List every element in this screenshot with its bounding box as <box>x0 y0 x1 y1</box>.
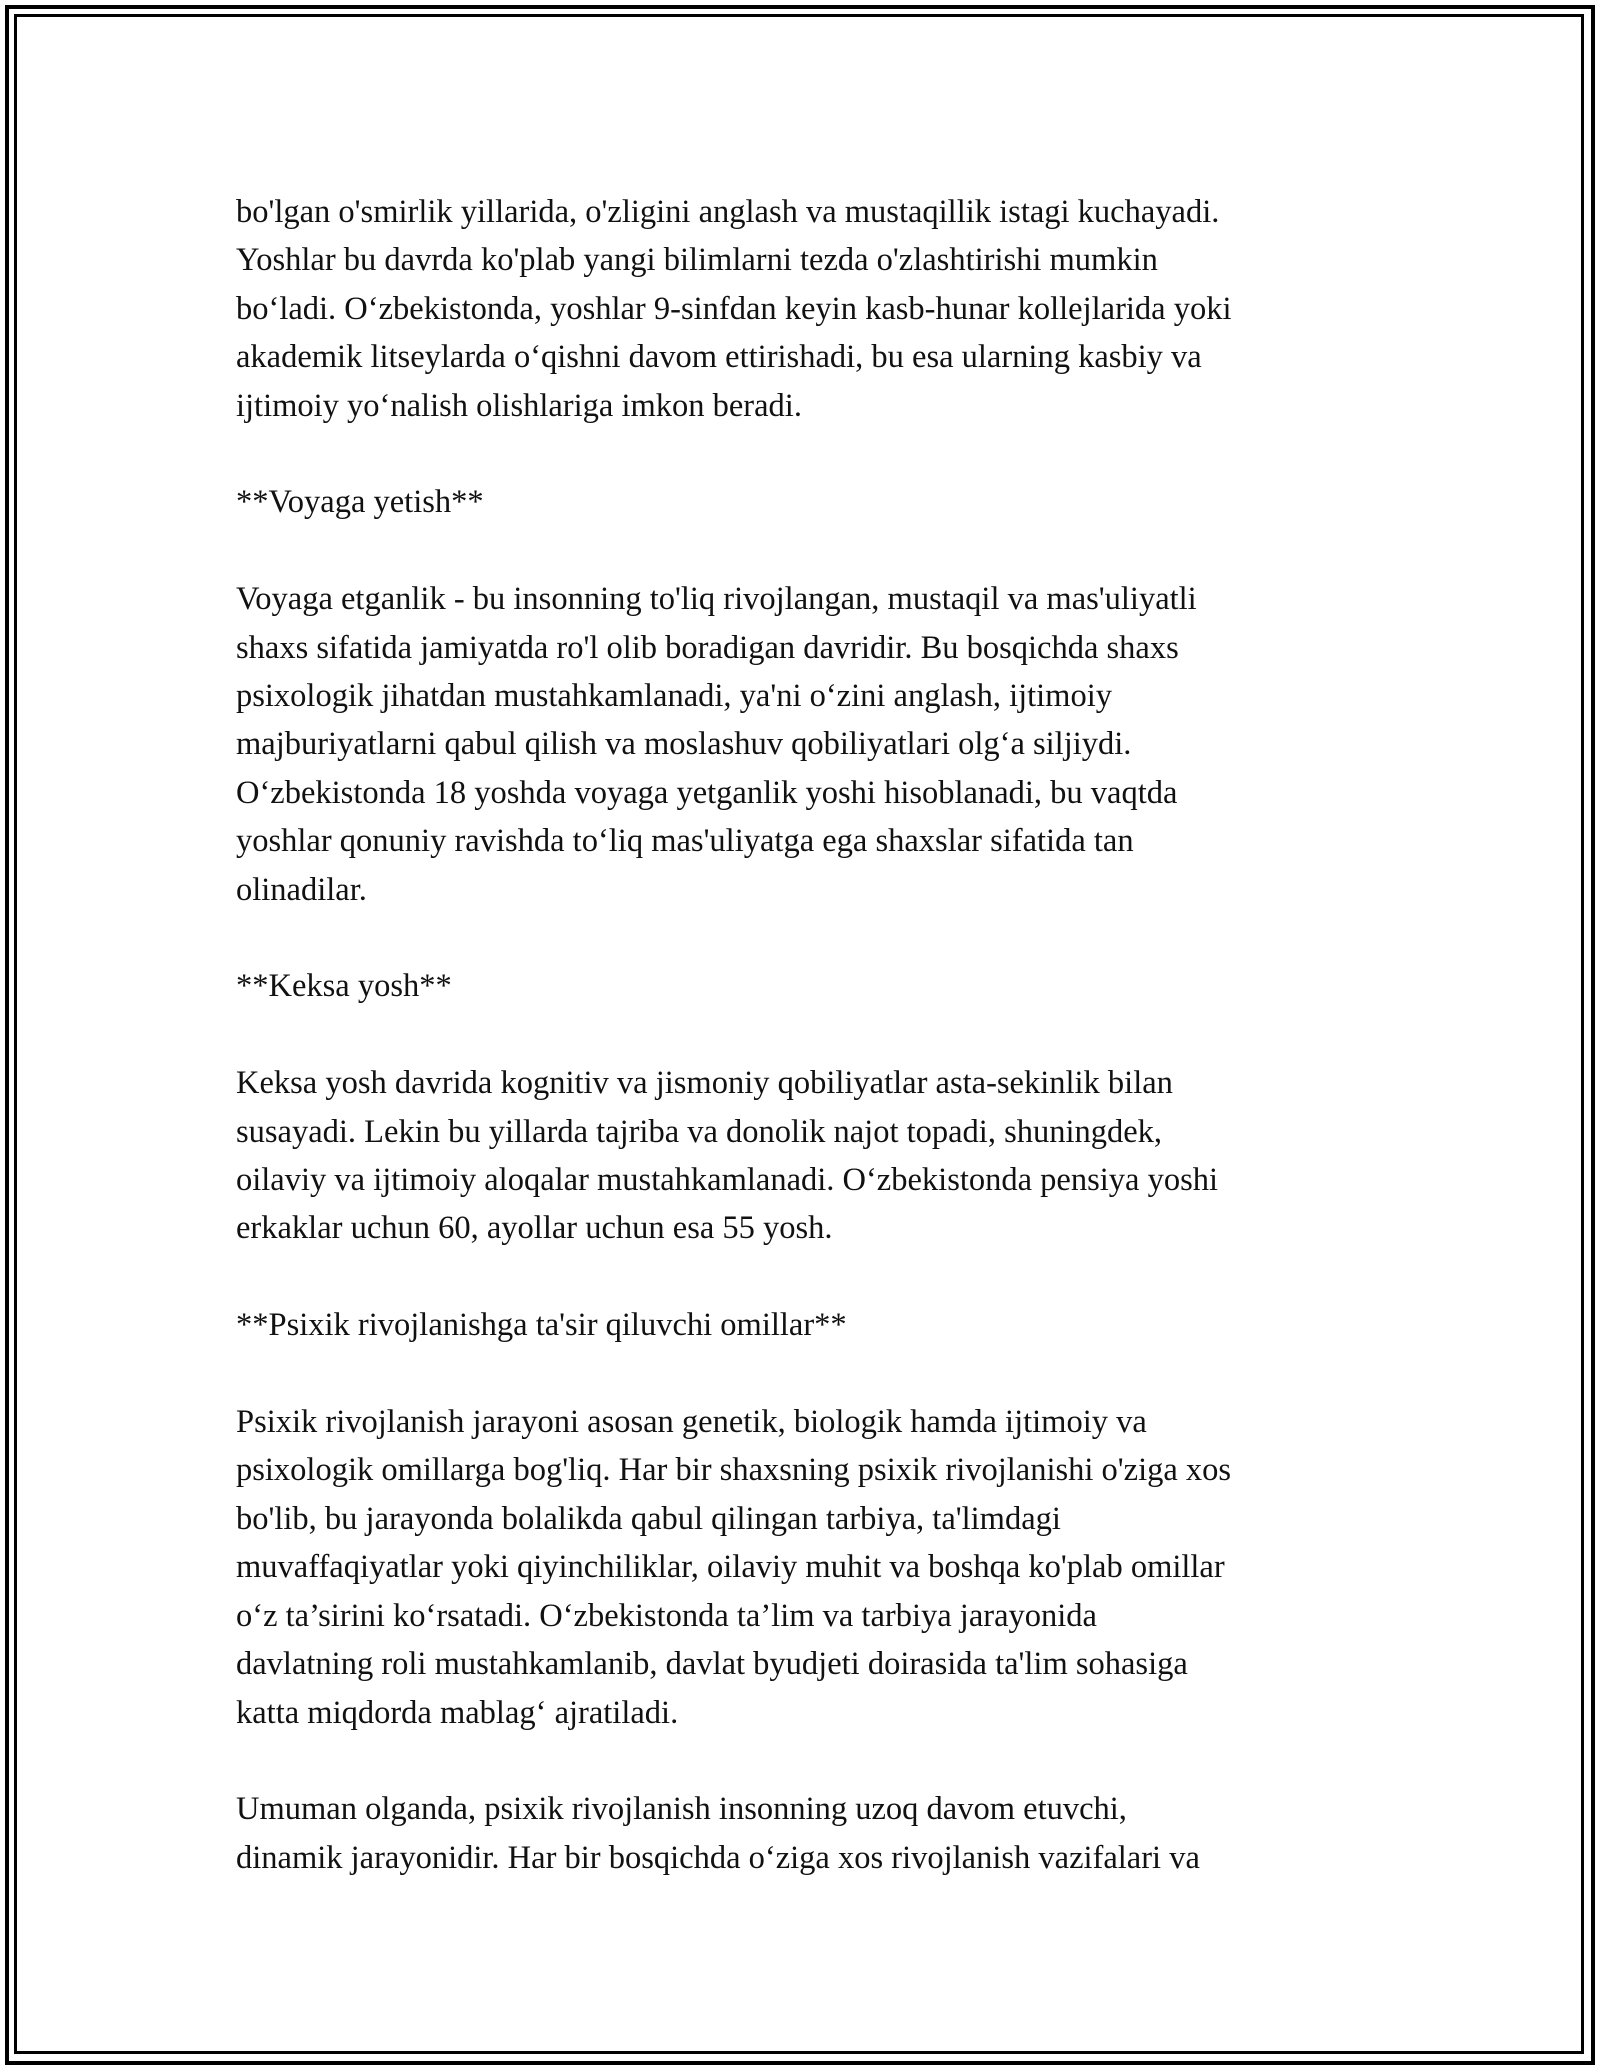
paragraph-line: davlatning roli mustahkamlanib, davlat byudjeti doirasida ta'lim sohasiga <box>236 1646 1188 1683</box>
paragraph-line: psixologik omillarga bog'liq. Har bir shaxsning psixik rivojlanishi o'ziga xos <box>236 1452 1232 1489</box>
paragraph-line: Psixik rivojlanish jarayoni asosan genetik, biologik hamda ijtimoiy va <box>236 1404 1147 1441</box>
paragraph-line: susayadi. Lekin bu yillarda tajriba va donolik najot topadi, shuningdek, <box>236 1113 1163 1150</box>
paragraph-line: bo‘ladi. O‘zbekistonda, yoshlar 9-sinfdan keyin kasb-hunar kollejlarida yoki <box>236 290 1232 327</box>
paragraph-line: Yoshlar bu davrda ko'plab yangi bilimlarni tezda o'zlashtirishi mumkin <box>236 242 1158 279</box>
paragraph-line: akademik litseylarda o‘qishni davom ettirishadi, bu esa ularning kasbiy va <box>236 339 1202 376</box>
paragraph-line: Keksa yosh davrida kognitiv va jismoniy qobiliyatlar asta-sekinlik bilan <box>236 1065 1173 1102</box>
paragraph-line: Voyaga etganlik - bu insonning to'liq rivojlangan, mustaqil va mas'uliyatli <box>236 581 1197 618</box>
paragraph-line: bo'lgan o'smirlik yillarida, o'zligini anglash va mustaqillik istagi kuchayadi. <box>236 194 1220 230</box>
paragraph-line: shaxs sifatida jamiyatda ro'l olib boradigan davridir. Bu bosqichda shaxs <box>236 629 1179 666</box>
paragraph-line: o‘z ta’sirini ko‘rsatadi. O‘zbekistonda ta’lim va tarbiya jarayonida <box>236 1597 1097 1634</box>
paragraph-line: oilaviy va ijtimoiy aloqalar mustahkamlanadi. O‘zbekistonda pensiya yoshi <box>236 1162 1218 1199</box>
paragraph-line: yoshlar qonuniy ravishda to‘liq mas'uliyatga ega shaxslar sifatida tan <box>236 823 1134 860</box>
paragraph-line: bo'lib, bu jarayonda bolalikda qabul qilingan tarbiya, ta'limdagi <box>236 1500 1061 1537</box>
section-heading: **Keksa yosh** <box>236 968 452 1005</box>
paragraph-line: majburiyatlarni qabul qilish va moslashuv qobiliyatlari olg‘a siljiydi. <box>236 726 1132 763</box>
paragraph-line: ijtimoiy yo‘nalish olishlariga imkon beradi. <box>236 387 802 424</box>
paragraph-line: dinamik jarayonidir. Har bir bosqichda o‘ziga xos rivojlanish vazifalari va <box>236 1839 1200 1876</box>
document-body <box>236 188 1366 1882</box>
section-heading: **Voyaga yetish** <box>236 484 484 521</box>
paragraph-line: olinadilar. <box>236 871 367 908</box>
paragraph-line: O‘zbekistonda 18 yoshda voyaga yetganlik yoshi hisoblanadi, bu vaqtda <box>236 774 1178 811</box>
paragraph-line: erkaklar uchun 60, ayollar uchun esa 55 yosh. <box>236 1210 833 1247</box>
paragraph-line: muvaffaqiyatlar yoki qiyinchiliklar, oilaviy muhit va boshqa ko'plab omillar <box>236 1549 1225 1586</box>
paragraph-line: katta miqdorda mablag‘ ajratiladi. <box>236 1694 679 1731</box>
paragraph-line: Umuman olganda, psixik rivojlanish insonning uzoq davom etuvchi, <box>236 1791 1127 1828</box>
section-heading: **Psixik rivojlanishga ta'sir qiluvchi omillar** <box>236 1307 847 1344</box>
paragraph-line: psixologik jihatdan mustahkamlanadi, ya'ni o‘zini anglash, ijtimoiy <box>236 678 1112 715</box>
